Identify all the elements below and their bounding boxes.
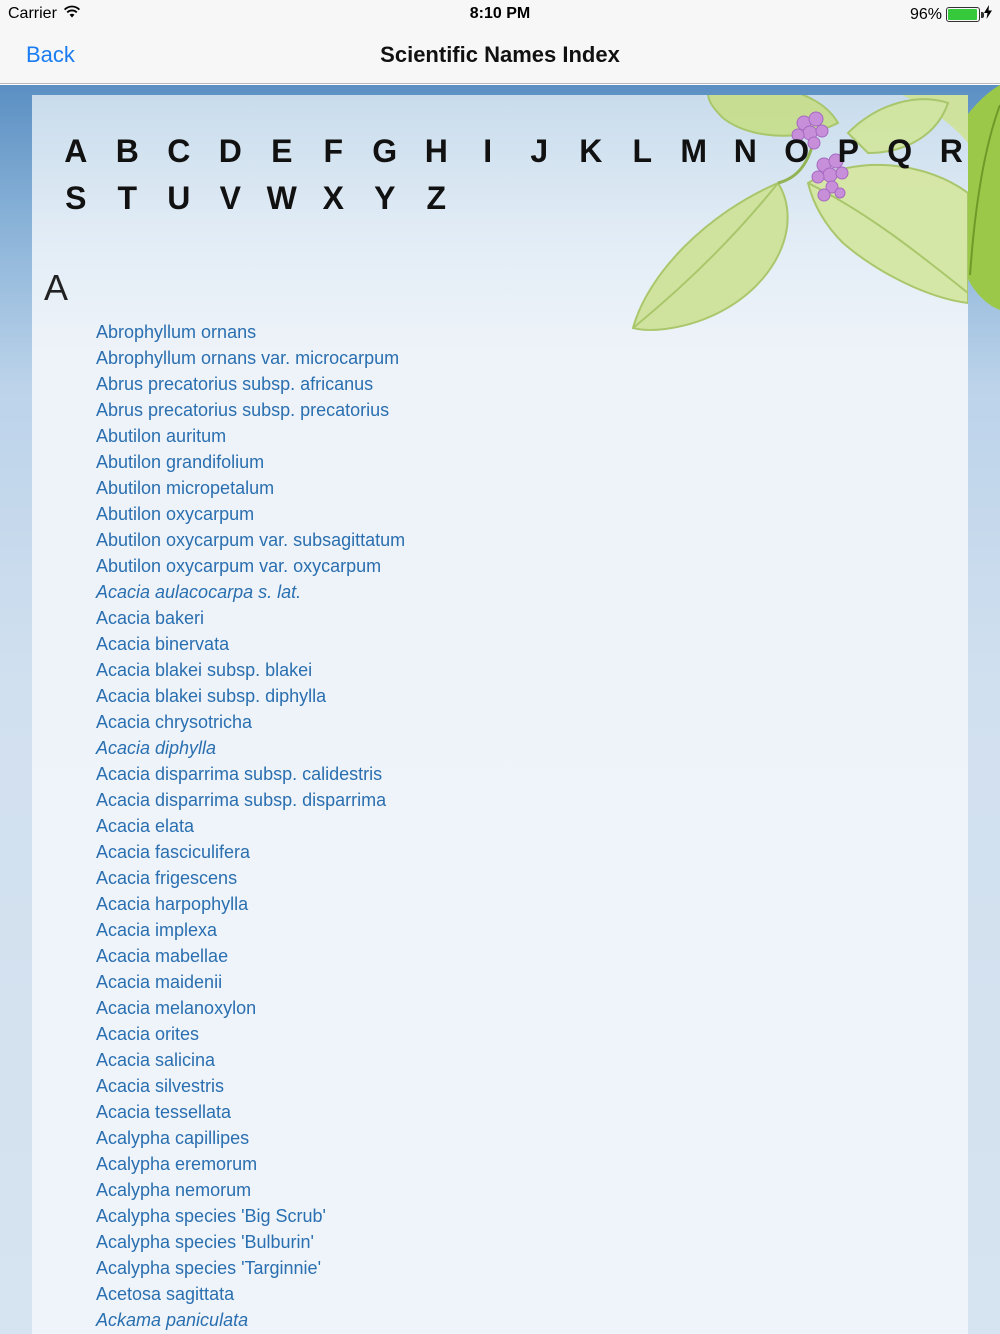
alphabet-letter-link[interactable]: F bbox=[323, 133, 344, 169]
scientific-name-link[interactable]: Abrus precatorius subsp. africanus bbox=[96, 374, 374, 394]
scientific-name-link[interactable]: Acacia chrysotricha bbox=[96, 712, 253, 732]
scientific-name-link[interactable]: Abrophyllum ornans var. microcarpum bbox=[96, 348, 400, 368]
alphabet-letter-link[interactable]: P bbox=[837, 133, 859, 169]
scientific-name-link[interactable]: Acacia diphylla bbox=[96, 738, 217, 758]
scientific-name-link[interactable]: Acacia melanoxylon bbox=[96, 998, 257, 1018]
alphabet-letter-link[interactable]: W bbox=[266, 180, 297, 216]
status-bar bbox=[0, 0, 1000, 28]
carrier-label: Carrier bbox=[8, 5, 57, 22]
alphabet-letter-link[interactable]: Q bbox=[887, 133, 913, 169]
alphabet-letter-link[interactable]: B bbox=[115, 133, 139, 169]
content-panel bbox=[32, 95, 968, 1334]
alphabet-row-1 bbox=[50, 133, 968, 170]
alphabet-letter-link[interactable]: J bbox=[530, 133, 549, 169]
battery-percent: 96% bbox=[909, 5, 942, 23]
scientific-name-link[interactable]: Acalypha species 'Bulburin' bbox=[96, 1232, 314, 1252]
alphabet-letter-link[interactable]: U bbox=[167, 180, 191, 216]
scientific-name-link[interactable]: Abutilon micropetalum bbox=[96, 478, 275, 498]
section-heading: A bbox=[44, 267, 69, 308]
battery-fill bbox=[948, 9, 977, 20]
scientific-name-link[interactable]: Abutilon oxycarpum bbox=[96, 504, 255, 524]
scientific-name-link[interactable]: Acacia elata bbox=[96, 816, 195, 836]
scientific-name-link[interactable]: Abutilon oxycarpum var. subsagittatum bbox=[96, 530, 406, 550]
charging-bolt-icon bbox=[984, 5, 992, 24]
plant-illustration-icon bbox=[628, 95, 968, 333]
scientific-name-link[interactable]: Abrophyllum ornans bbox=[96, 322, 257, 342]
scientific-name-link[interactable]: Acacia maidenii bbox=[96, 972, 223, 992]
alphabet-letter-link[interactable]: M bbox=[680, 133, 708, 169]
alphabet-letter-link[interactable]: X bbox=[322, 180, 344, 216]
alphabet-row-2 bbox=[50, 180, 462, 217]
scientific-name-link[interactable]: Acacia bakeri bbox=[96, 608, 205, 628]
alphabet-letter-link[interactable]: K bbox=[579, 133, 603, 169]
alphabet-letter-link[interactable]: D bbox=[218, 133, 242, 169]
scientific-name-link[interactable]: Acacia salicina bbox=[96, 1050, 216, 1070]
scientific-name-link[interactable]: Acacia aulacocarpa s. lat. bbox=[96, 582, 302, 602]
page-title: Scientific Names Index bbox=[380, 42, 620, 67]
scientific-name-link[interactable]: Acacia blakei subsp. diphylla bbox=[96, 686, 327, 706]
navigation-bar bbox=[0, 28, 1000, 84]
scientific-name-link[interactable]: Ackama paniculata bbox=[96, 1310, 249, 1330]
scientific-name-link[interactable]: Acalypha species 'Targinnie' bbox=[96, 1258, 321, 1278]
scientific-name-link[interactable]: Acacia silvestris bbox=[96, 1076, 225, 1096]
alphabet-letter-link[interactable]: O bbox=[784, 133, 810, 169]
alphabet-letter-link[interactable]: E bbox=[271, 133, 293, 169]
alphabet-letter-link[interactable]: N bbox=[733, 133, 757, 169]
battery-icon bbox=[946, 7, 980, 22]
scientific-name-link[interactable]: Acacia mabellae bbox=[96, 946, 229, 966]
scientific-name-link[interactable]: Abutilon oxycarpum var. oxycarpum bbox=[96, 556, 382, 576]
alphabet-letter-link[interactable]: Y bbox=[374, 180, 396, 216]
alphabet-letter-link[interactable]: I bbox=[483, 133, 493, 169]
scientific-name-link[interactable]: Acalypha species 'Big Scrub' bbox=[96, 1206, 326, 1226]
alphabet-letter-link[interactable]: A bbox=[64, 133, 88, 169]
alphabet-letter-link[interactable]: H bbox=[424, 133, 448, 169]
alphabet-letter-link[interactable]: C bbox=[167, 133, 191, 169]
alphabet-letter-link[interactable]: Z bbox=[426, 180, 447, 216]
scientific-name-link[interactable]: Acalypha nemorum bbox=[96, 1180, 252, 1200]
battery-tip bbox=[981, 12, 984, 18]
back-button[interactable]: Back bbox=[26, 42, 75, 67]
scientific-name-link[interactable]: Abrus precatorius subsp. precatorius bbox=[96, 400, 390, 420]
alphabet-letter-link[interactable]: S bbox=[65, 180, 87, 216]
alphabet-letter-link[interactable]: L bbox=[632, 133, 653, 169]
scientific-names-list bbox=[96, 319, 405, 1333]
alphabet-letter-link[interactable]: T bbox=[117, 180, 138, 216]
scientific-name-link[interactable]: Acacia binervata bbox=[96, 634, 230, 654]
scientific-name-link[interactable]: Acacia blakei subsp. blakei bbox=[96, 660, 313, 680]
scientific-name-link[interactable]: Acacia fasciculifera bbox=[96, 842, 251, 862]
alphabet-letter-link[interactable]: G bbox=[372, 133, 398, 169]
scientific-name-link[interactable]: Acacia disparrima subsp. calidestris bbox=[96, 764, 383, 784]
scientific-name-link[interactable]: Acacia disparrima subsp. disparrima bbox=[96, 790, 387, 810]
scientific-name-link[interactable]: Acetosa sagittata bbox=[96, 1284, 235, 1304]
status-time: 8:10 PM bbox=[469, 5, 531, 22]
scientific-name-link[interactable]: Acacia frigescens bbox=[96, 868, 238, 888]
scientific-name-link[interactable]: Abutilon auritum bbox=[96, 426, 227, 446]
scientific-name-link[interactable]: Acacia implexa bbox=[96, 920, 218, 940]
status-right bbox=[910, 5, 992, 24]
scientific-name-link[interactable]: Acacia harpophylla bbox=[96, 894, 249, 914]
scientific-name-link[interactable]: Acacia tessellata bbox=[96, 1102, 232, 1122]
scientific-name-link[interactable]: Acalypha capillipes bbox=[96, 1128, 250, 1148]
scientific-name-link[interactable]: Acacia orites bbox=[96, 1024, 200, 1044]
alphabet-letter-link[interactable]: V bbox=[219, 180, 241, 216]
alphabet-letter-link[interactable]: R bbox=[939, 133, 963, 169]
scientific-name-link[interactable]: Abutilon grandifolium bbox=[96, 452, 265, 472]
scientific-name-link[interactable]: Acalypha eremorum bbox=[96, 1154, 258, 1174]
